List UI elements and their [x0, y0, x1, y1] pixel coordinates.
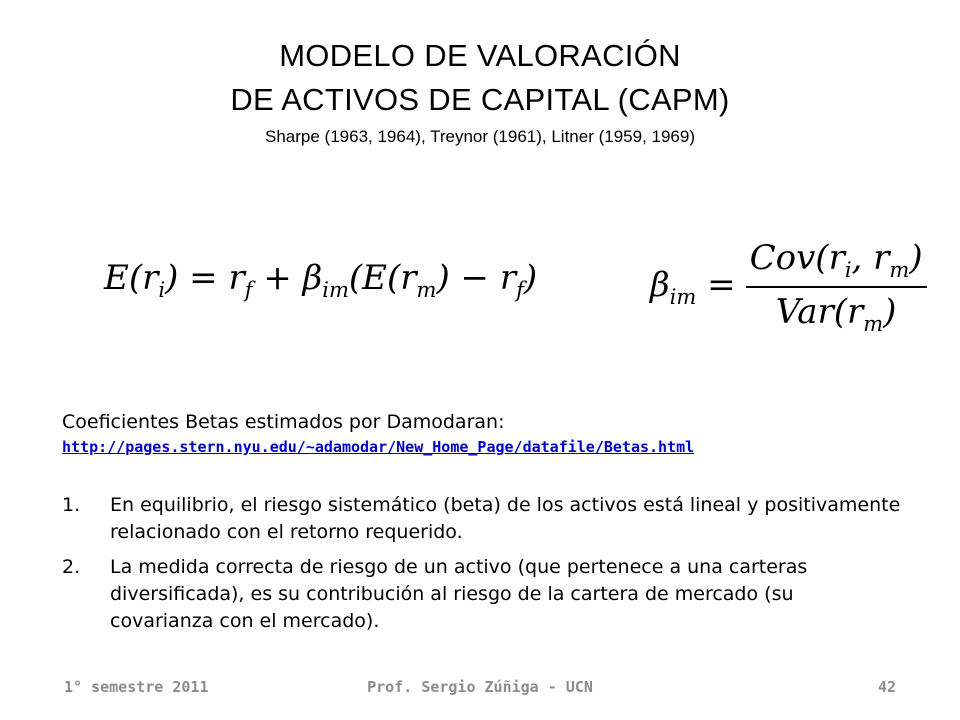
footer-author: Prof. Sergio Zúñiga - UCN [367, 678, 593, 696]
title-line-1: MODELO DE VALORACIÓN [279, 38, 681, 73]
page-number: 42 [877, 678, 896, 696]
damodaran-link[interactable]: http://pages.stern.nyu.edu/~adamodar/New_Home_Page/datafile/Betas.html [62, 438, 695, 456]
reference-label: Coeficientes Betas estimados por Damodaran: [62, 411, 505, 433]
beta-denominator: $Var(r_m)$ [775, 292, 897, 336]
key-points-list [62, 492, 902, 643]
capm-formula: $E(r_i) = r_f + \beta_{im}(E(r_m) - r_f)$ [104, 258, 538, 302]
list-item-number: 2. [62, 556, 81, 578]
footer-semester: 1° semestre 2011 [64, 678, 209, 696]
title-line-2: DE ACTIVOS DE CAPITAL (CAPM) [230, 82, 730, 117]
title-subtitle: Sharpe (1963, 1964), Treynor (1961), Litner (1959, 1969) [265, 127, 695, 146]
list-item-text: La medida correcta de riesgo de un activo (que pertenece a una carteras diversificada), es su contribución al riesgo de la cartera de mercado (su covarianza con el mercado). [110, 556, 808, 632]
list-item [62, 554, 902, 635]
list-item-number: 1. [62, 494, 81, 516]
beta-lhs: $\beta_{im}$ = [650, 265, 736, 309]
list-item-text: En equilibrio, el riesgo sistemático (beta) de los activos está lineal y positivamente relacionado con el retorno requerido. [110, 494, 901, 543]
beta-formula [650, 238, 927, 336]
slide-footer [0, 678, 960, 700]
beta-fraction [746, 238, 927, 336]
slide-title [80, 34, 880, 150]
beta-numerator: $Cov(r_i$, $r_m$) [749, 238, 923, 282]
list-item [62, 492, 902, 546]
